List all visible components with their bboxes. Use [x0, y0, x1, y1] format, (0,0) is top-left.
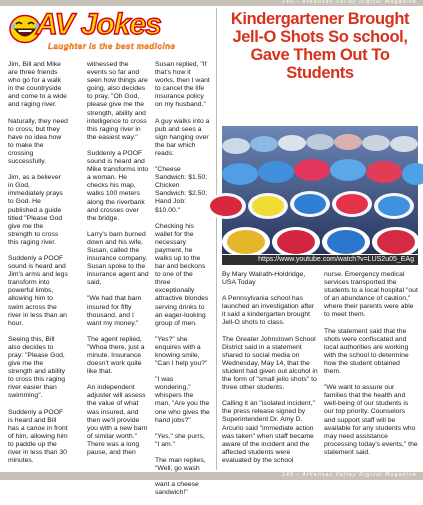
paragraph: Checking his wallet for the necessary payment, he walks up to the bar and beckons to one of the three exceptionally attractive blondes serving drinks to an eager-looking group of men. — [155, 222, 209, 327]
paragraph: Naturally, they need to cross, but they have no idea how to make the crossing successfully. — [8, 117, 68, 166]
jello-shots-illustration — [222, 126, 418, 254]
paragraph: witnessed the events so far and seen how things are going, also decides to pray, "Oh God, please give me the strength, ability and intelligence to cross this raging river in the easiest way." — [87, 61, 148, 141]
av-jokes-logo — [8, 8, 201, 58]
paragraph: "We had that barn insured for fifty thousand, and I want my money." — [87, 295, 142, 327]
joke-column-2 — [87, 61, 149, 465]
paragraph: Suddenly a POOF is heard and Bill has a canoe in front of him, allowing him to paddle up the river in less than 30 minutes. — [8, 408, 68, 465]
paragraph: The man replies, "Well, go wash want a cheese sandwich!" — [155, 456, 206, 497]
paragraph: A Pennsylvania school has launched an investigation after it said a kindergarten brought Jell-O shots to class. — [222, 295, 315, 327]
paragraph: Jim, as a believer in God, immediately prays to God. He published a guide titled "Please God give me the strength to cross this raging river. — [8, 174, 63, 246]
paragraph: "Cheese Sandwich: $1.50; Chicken Sandwich: $2.50; Hand Job: $10.00." — [155, 166, 208, 214]
column-divider — [216, 8, 217, 470]
paragraph: "I was wondering," whispers the man, "Are you the one who gives the hand jobs?" — [155, 376, 210, 424]
paragraph: "Yes?" she enquires with a knowing smile, "Can I help you?" — [155, 335, 208, 368]
logo-title: AV Jokes — [36, 8, 161, 41]
paragraph: Jim, Bill and Mike are three friends who go for a walk in the countryside and come to a wide and raging river. — [8, 61, 67, 109]
paragraph: The agent replied, "Whoa there, just a minute. Insurance doesn't work quite like that. — [87, 335, 145, 376]
paragraph: Susan replied, "If that's how it works, then I want to cancel the life insurance policy on my husband." — [155, 61, 210, 109]
article-column-2 — [324, 271, 418, 465]
paragraph: Suddenly a POOF sound is heard and Mike transforms into a woman. He checks his map, walks 100 meters along the riverbank and crosses over the bridge. — [87, 149, 149, 222]
paragraph: The Greater Johnstown School District said in a statement shared to social media on Wednesday, May 14, that the student had given out alcohol in the form of "small jello shots" to three other students. — [222, 335, 318, 392]
paragraph: Seeing this, Bill also decides to pray: "Please God, give me the strength and ability to cross this raging river easier than swimming". — [8, 335, 66, 400]
paragraph: The statement said that the shots were confiscated and local authorities are working with the school to determine how the student obtained them. — [324, 327, 409, 376]
paragraph: "We want to assure our families that the health and well-being of our students is our top priority. Counselors and support staff will be available for any students who may need assistance processing today's events," the statement said. — [324, 384, 418, 456]
logo-subtitle: Laughter is the best medicine — [48, 42, 176, 51]
header-banner — [0, 0, 423, 6]
paragraph: Calling it an "isolated incident," the press release signed by Superintendent Dr. Amy D. Arcurio said "immediate action was taken" when staff became aware of the incident and the affected students were evaluated by the school — [222, 400, 315, 464]
joke-column-1 — [8, 61, 68, 489]
paragraph: A guy walks into a pub and sees a sign hanging over the bar which reads: — [155, 117, 210, 157]
article-headline: Kindergartener Brought Jell-O Shots So school, Gave Them Out To Students — [230, 10, 410, 82]
article-photo — [222, 126, 418, 254]
header-banner-text: 140 - Arkansas Valley Digital Magazine — [281, 0, 417, 5]
paragraph: nurse. Emergency medical services transported the students to a local hospital "out of an abundance of caution," where their parents were able to meet them. — [324, 271, 418, 319]
joke-column-3 — [155, 61, 210, 505]
article-column-1 — [222, 271, 318, 473]
paragraph: Suddenly a POOF sound is heard and Jim's arms and legs transform into powerful limbs, allowing him to swim across the river in less than an hour. — [8, 254, 68, 327]
paragraph: An independent adjuster will assess the value of what was insured, and then we'll provide you with a new barn of similar worth." There was a long pause, and then — [87, 384, 148, 457]
footer-banner-text: 140 - Arkansas Valley Digital Magazine — [281, 472, 417, 478]
footer-banner — [0, 472, 423, 480]
article-byline: By Mary Walrath-Holdridge, USA Today — [222, 271, 306, 287]
paragraph: Larry's barn burned down and his wife, Susan, called the insurance company. Susan spoke to the insurance agent and said, — [87, 230, 149, 287]
paragraph: "Yes," she purrs, "I am." — [155, 432, 205, 448]
photo-caption-link[interactable]: https://www.youtube.com/watch?v=LUS2u05_EAg — [222, 255, 418, 265]
